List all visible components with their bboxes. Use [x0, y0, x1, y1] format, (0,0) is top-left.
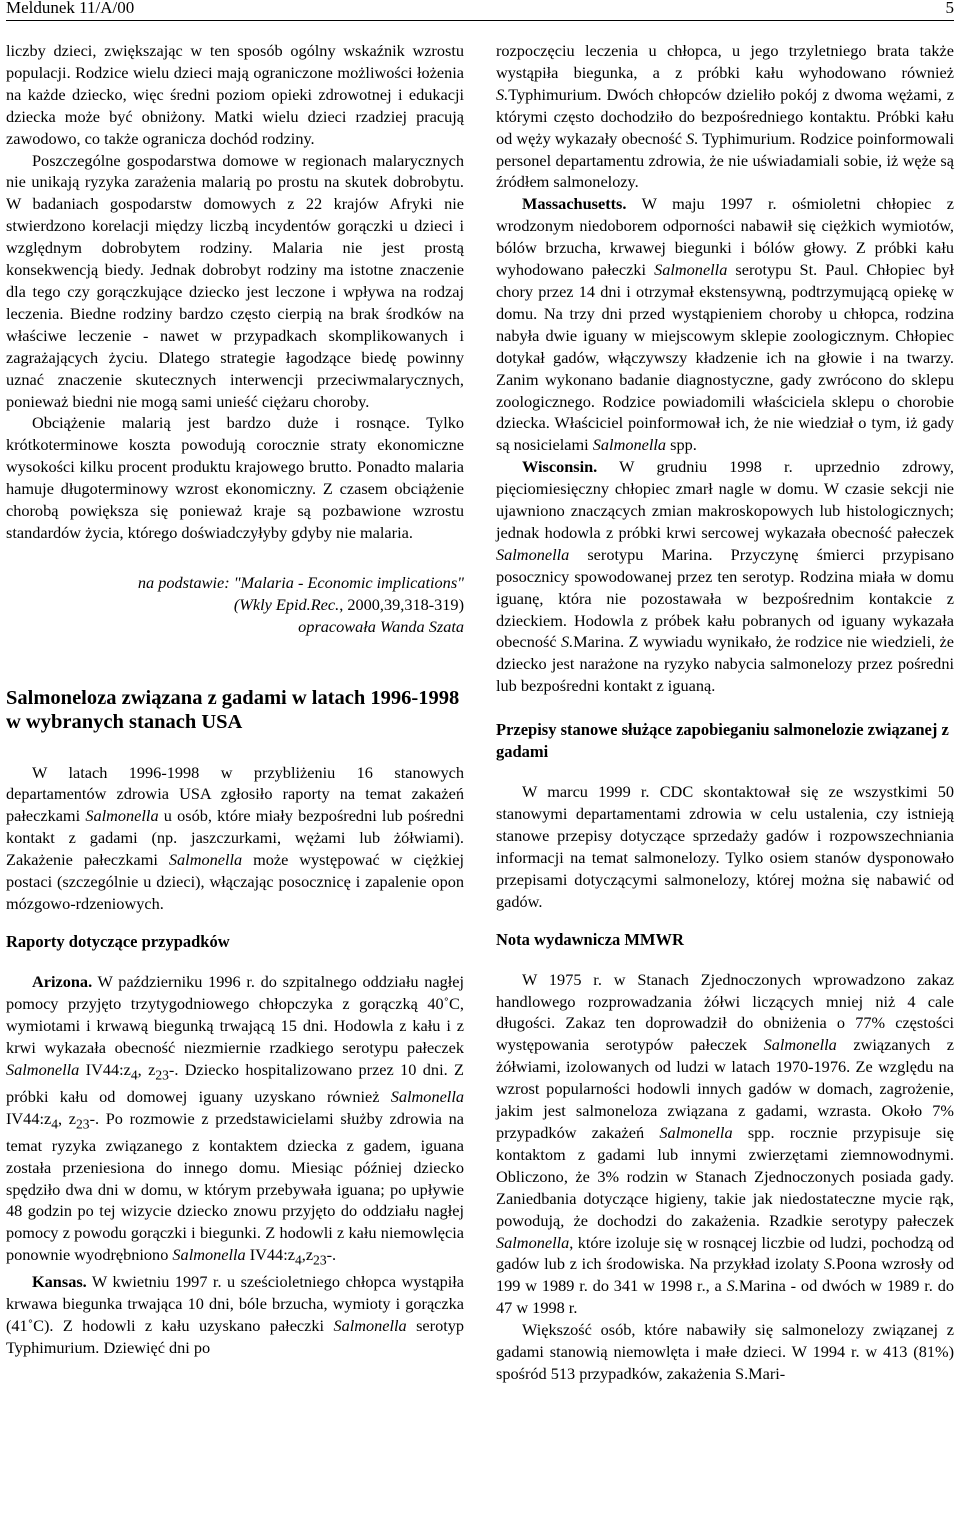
- paragraph: W latach 1996-1998 w przybliżeniu 16 stanowych departamentów zdrowia USA zgłosiło raporty na temat zakażeń pałeczkami Salmonella u osób, które miały bezpośredni lub pośredni kontakt z gadami (np. jaszczurkami, wężami lub żółwiami). Zakażenie pałeczkami Salmonella może występować w ciężkiej postaci (szczególnie u dzieci), włączając posocznicę i zapalenie opon mózgowo-rdzeniowych.: [6, 762, 465, 913]
- source-citation: na podstawie: "Malaria - Economic implications": [137, 572, 464, 592]
- journal-issue: Meldunek 11/A/00: [6, 0, 135, 17]
- paragraph: rozpoczęciu leczenia u chłopca, u jego trzyletniego brata także wystąpiła biegunka, a z próbki kału wyhodowano również S.Typhimurium. Dwóch chłopców dzieliło pokój z dwoma wężami, z którymi często dochodziło do bezpośredniego kontaktu. Próbki kału od węży wykazały obecność S. Typhimurium. Rodzice poinformowali personel departamentu zdrowia, że nie uświadamiali sobie, iż węże są źródłem salmonelozy.: [496, 41, 955, 192]
- paragraph: Obciążenie malarią jest bardzo duże i rosnące. Tylko krótkoterminowe koszta powodują corocznie straty ekonomiczne wysokości kilku procent produktu krajowego brutto. Ponadto malaria hamuje długoterminowy wzrost ekonomiczny. Z czasem obciążenie chorobą powiększa się ponieważ kraje są pozbawione wzrostu standardów życia, którego doświadczyłyby gdyby nie malaria.: [6, 413, 464, 542]
- source-author: opracowała Wanda Szata: [298, 616, 464, 636]
- section-heading: Raporty dotyczące przypadków: [6, 931, 230, 951]
- paragraph: Poszczególne gospodarstwa domowe w regionach malarycznych nie unikają ryzyka zarażenia malarią po prostu na skutek dobrobytu. W badaniach gospodarstw domowych z 22 krajów Afryki nie stwierdzono korelacji między liczbą incydentów gorączki u dzieci i względnym dobrobytem rodziny. Malaria nie jest prostą konsekwencją biedy. Jednak dobrobyt rodziny ma istotne znaczenie dla tego czy gorączkujące dziecko jest leczone i wpływa na rodzaj leczenia. Biedne rodziny bardzo często cierpią na brak środków na właściwe leczenie - nawet w przypadkach skomplikowanych i zagrażających życiu. Dlatego strategie łagodzące biedę powinny uznać znaczenie skutecznych interwencji przeciwmalarycznych, ponieważ biedni nie mogą sami unieść ciężaru choroby.: [6, 150, 464, 411]
- paragraph: Większość osób, które nabawiły się salmonelozy związanej z gadami stanowią niemowlęta i małe dzieci. W 1994 r. w 413 (81%) spośród 513 przypadków, zakażenia S.Mari-: [496, 1320, 954, 1383]
- source-citation: (Wkly Epid.Rec., 2000,39,318-319): [233, 594, 464, 614]
- section-heading: Nota wydawnicza MMWR: [496, 929, 684, 949]
- page-number: 5: [945, 0, 954, 17]
- section-heading: Przepisy stanowe służące zapobieganiu salmonelozie związanej z gadami: [496, 720, 949, 762]
- paragraph: W 1975 r. w Stanach Zjednoczonych wprowadzono zakaz handlowego rozprowadzania żółwi liczących mniej niż 4 cale długości. Zakaz ten doprowadził do obniżenia o 77% częstości występowania serotypów pałeczek Salmonella związanych z żółwiami, izolowanych od ludzi w latach 1970-1976. Ze względu na wzrost popularności hodowli innych gadów w domach, zagrożenie, jakim jest salmoneloza związana z gadami, wzrasta. Około 7% przypadków zakażeń Salmonella spp. rocznie przypisuje się kontaktom z gadami lub innymi zwierzętami ziemnowodnymi. Obliczono, że 3% rodzin w Stanach Zjednoczonych posiada gady. Zaniedbania dotyczące higieny, takie jak niedostateczne mycie rąk, powodują, że dochodzi do zakażenia. Rzadkie serotypy pałeczek Salmonella, które izoluje się w rosnącej liczbie od ludzi, pochodzą od gadów lub z ich środowiska. Na przykład izolaty S.Poona wzrosły od 199 w 1989 r. do 341 w 1998 r., a S.Marina - od dwóch w 1989 r. do 47 w 1998 r.: [496, 969, 955, 1318]
- paragraph: W marcu 1999 r. CDC skontaktował się ze wszystkimi 50 stanowymi departamentami zdrowia w celu ustalenia, czy istnieją stanowe przepisy dotyczące sprzedaży gadów i rozpowszechniania informacji na temat salmonelozy. Tylko osiem stanów dysponowało przepisami dotyczącymi salmonelozy, której można się nabawić od gadów.: [496, 782, 954, 911]
- left-column: [6, 40, 464, 1359]
- paragraph-massachusetts: Massachusetts. W maju 1997 r. ośmioletni chłopiec z wrodzonym niedoborem odporności nabawił się ciężkich wymiotów, bólów brzucha, krwawej biegunki i bólów głowy. Z próbki kału wyhodowano pałeczki Salmonella serotypu St. Paul. Chłopiec był chory przez 14 dni i otrzymał ekstensywną, podtrzymującą opiekę w domu. Na trzy dni przed wystąpieniem choroby u chłopca, rodzina nabyła dwie iguany w miejscowym sklepie zoologicznym. Chłopiec dotykał gadów, włączywszy kładzenie ich na głowie i na twarzy. Zanim wykonano badanie diagnostyczne, gady zwrócono do sklepu zoologicznego. Rodzice powiadomili właściciela sklepu o chorobie dziecka. Właściciel poinformował ich, że nie wiedział o tym, iż gady są nosicielami Salmonella spp.: [496, 194, 954, 455]
- paragraph-wisconsin: Wisconsin. W grudniu 1998 r. uprzednio zdrowy, pięciomiesięczny chłopiec zmarł nagle w domu. W czasie sekcji nie ujawniono znaczących zmian makroskopowych lub histologicznych; jednak hodowla z próbki krwi sercowej wykazała obecność pałeczek Salmonella serotypu Marina. Przyczynę śmierci przypisano posocznicy spowodowanej przez ten serotyp. Rodzina miała w domu iguanę, która nie pozostawała w bezpośrednim kontakcie z dzieckiem. Hodowla z próbek kału pobranych od iguany wykazała obecność S.Marina. Z wywiadu wynikało, że rodzice nie wiedzieli, że dziecko jest narażone na ryzyko nabycia salmonelozy przez pośredni lub bezpośredni kontakt z iguaną.: [496, 457, 954, 696]
- page-header: [6, 0, 954, 21]
- paragraph: liczby dzieci, zwiększając w ten sposób ogólny wskaźnik wzrostu populacji. Rodzice wielu dzieci mają ograniczone możliwości łożenia na każde dziecko, więc średni poziom opieki zdrowotnej i edukacji dziecka może być obniżony. Matki wielu dzieci rzadziej pracują zawodowo, co także ogranicza dochód rodziny.: [6, 41, 464, 148]
- paragraph-kansas: Kansas. W kwietniu 1997 r. u sześcioletniego chłopca wystąpiła krwawa biegunka trwająca 10 dni, bóle brzucha, wymioty i gorączka (41˚C). Z hodowli z kału uzyskano pałeczki Salmonella serotyp Typhimurium. Dziewięć dni po: [6, 1272, 465, 1358]
- article-title: Salmoneloza związana z gadami w latach 1996-1998 w wybranych stanach USA: [6, 686, 460, 733]
- right-column: [496, 40, 954, 1385]
- paragraph-arizona: Arizona. W październiku 1996 r. do szpitalnego oddziału nagłej pomocy przyjęto trzytygodniowego chłopczyka z gorączką 40˚C, wymiotami i krwawą biegunką trwającą 15 dni. Hodowla z kału i z krwi wykazała obecność niezmiernie rzadkiego serotypu pałeczek Salmonella $IV44:z_4$, $z_{23}-$. Dziecko hospitalizowano przez 10 dni. Z próbki kału od domowej iguany uzyskano również Salmonella $IV44:z_4$, $z_{23}-$. Po rozmowie z przedstawicielami służby zdrowia na temat ryzyka związanego z kontaktem dziecka z gadem, iguana została przeniesiona do innego domu. Miesiąc później dziecko spędziło dwa dni w domu, w którym przebywała iguana; po upływie 48 godzin po tej wizycie dziecko znowu przyjęto do oddziału nagłej pomocy z powodu gorączki i biegunki. Z hodowli z kału niemowlęcia ponownie wyodrębniono Salmonella $IV44:z_4,z_{23}-$.: [6, 971, 464, 1268]
